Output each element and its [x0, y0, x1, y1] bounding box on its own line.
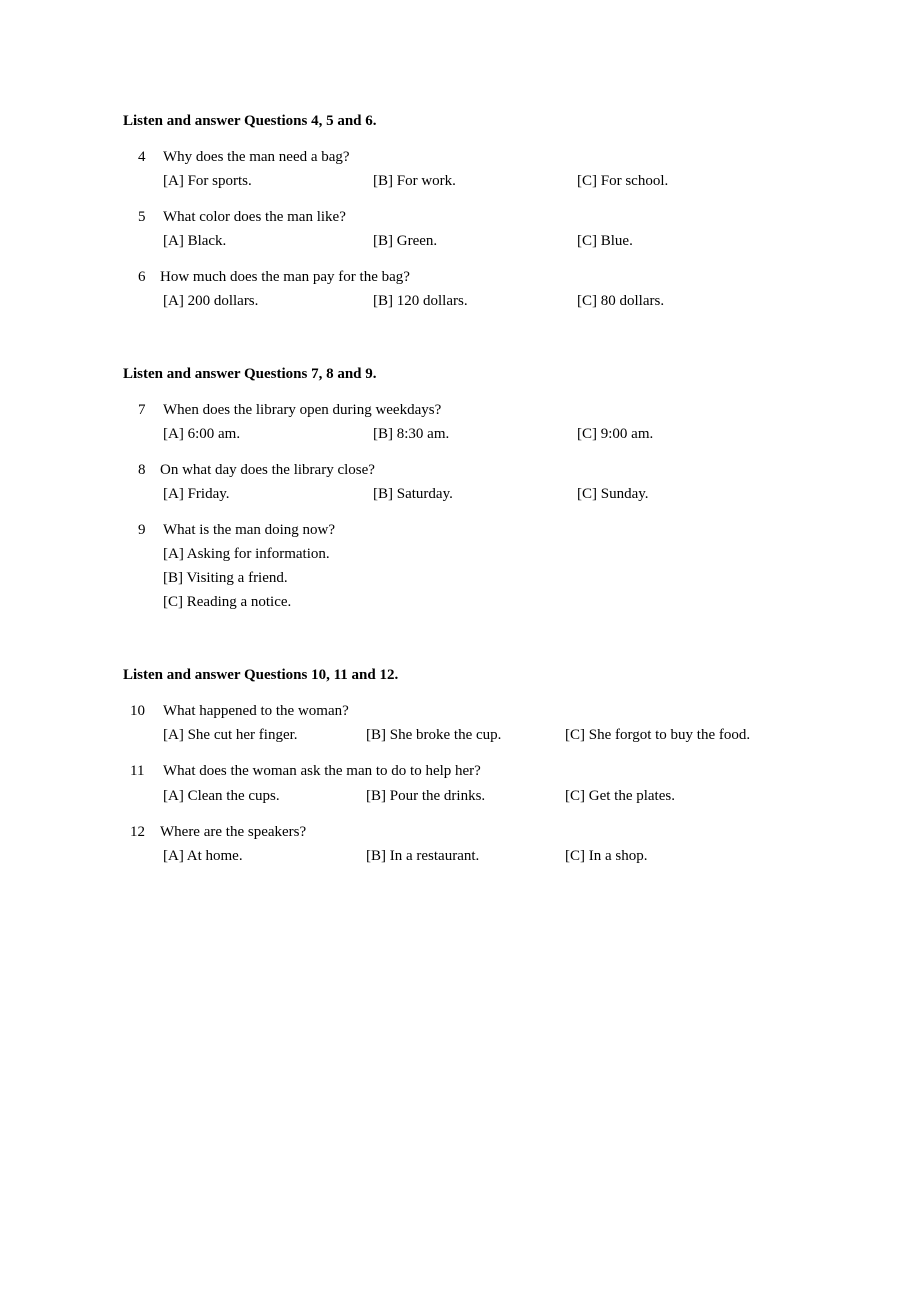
option-b: [B] Visiting a friend. — [163, 570, 288, 586]
option-b: [B] She broke the cup. — [366, 727, 502, 743]
option-a: [A] Friday. — [163, 486, 230, 502]
option-c: [C] She forgot to buy the food. — [565, 727, 751, 743]
option-a: [A] Clean the cups. — [163, 788, 280, 804]
question-number: 4 — [138, 149, 146, 165]
question-text: What does the woman ask the man to do to help her? — [163, 763, 481, 779]
option-c: [C] Blue. — [577, 233, 633, 249]
option-a: [A] Asking for information. — [163, 546, 330, 562]
question-text: On what day does the library close? — [160, 462, 375, 478]
question-number: 11 — [130, 763, 145, 779]
question-number: 5 — [138, 209, 146, 225]
option-c: [C] In a shop. — [565, 848, 648, 864]
option-a: [A] 6:00 am. — [163, 426, 241, 442]
section-heading: Listen and answer Questions 10, 11 and 12. — [123, 667, 399, 683]
option-c: [C] 80 dollars. — [577, 293, 665, 309]
option-b: [B] 120 dollars. — [373, 293, 468, 309]
question-text: What happened to the woman? — [163, 703, 349, 719]
option-b: [B] Green. — [373, 233, 438, 249]
option-c: [C] Reading a notice. — [163, 594, 292, 610]
option-c: [C] For school. — [577, 173, 669, 189]
option-b: [B] Pour the drinks. — [366, 788, 486, 804]
question-number: 9 — [138, 522, 146, 538]
option-b: [B] In a restaurant. — [366, 848, 480, 864]
option-c: [C] Sunday. — [577, 486, 649, 502]
option-a: [A] At home. — [163, 848, 243, 864]
option-b: [B] For work. — [373, 173, 456, 189]
section-heading: Listen and answer Questions 7, 8 and 9. — [123, 366, 377, 382]
question-number: 8 — [138, 462, 146, 478]
question-number: 7 — [138, 402, 146, 418]
option-b: [B] 8:30 am. — [373, 426, 450, 442]
question-text: What is the man doing now? — [163, 522, 336, 538]
option-a: [A] For sports. — [163, 173, 252, 189]
question-text: Where are the speakers? — [160, 824, 307, 840]
question-text: When does the library open during weekdays? — [163, 402, 442, 418]
option-a: [A] She cut her finger. — [163, 727, 298, 743]
option-c: [C] 9:00 am. — [577, 426, 654, 442]
question-text: What color does the man like? — [163, 209, 346, 225]
question-text: How much does the man pay for the bag? — [160, 269, 410, 285]
option-a: [A] Black. — [163, 233, 227, 249]
question-number: 10 — [130, 703, 145, 719]
option-a: [A] 200 dollars. — [163, 293, 259, 309]
section-heading: Listen and answer Questions 4, 5 and 6. — [123, 113, 377, 129]
option-c: [C] Get the plates. — [565, 788, 675, 804]
question-number: 12 — [130, 824, 145, 840]
question-text: Why does the man need a bag? — [163, 149, 350, 165]
option-b: [B] Saturday. — [373, 486, 453, 502]
question-number: 6 — [138, 269, 146, 285]
